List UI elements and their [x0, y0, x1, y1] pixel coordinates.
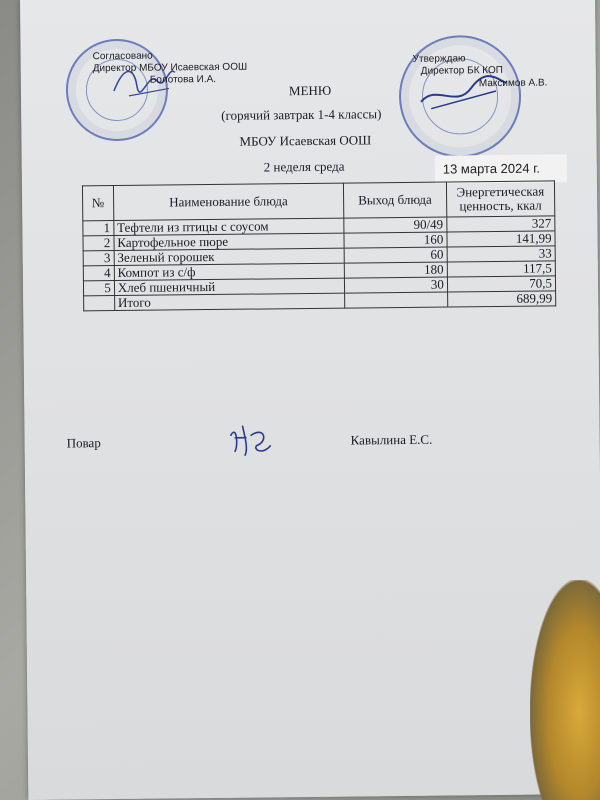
- row-energy: 117,5: [447, 261, 555, 277]
- approval-left-line3: Болотова И.А.: [149, 73, 217, 86]
- row-name: Компот из с/ф: [114, 263, 344, 280]
- row-energy: 141,99: [447, 231, 555, 247]
- row-num: 1: [83, 221, 114, 236]
- row-energy: 327: [447, 216, 555, 232]
- menu-title: МЕНЮ: [288, 82, 332, 99]
- row-name: Картофельное пюре: [114, 233, 344, 250]
- row-energy: 33: [447, 246, 555, 262]
- background-leaf: [530, 580, 600, 800]
- row-output: 30: [344, 277, 447, 293]
- approval-right-line3: Максимов А.В.: [478, 77, 548, 90]
- header-output: Выход блюда: [343, 182, 446, 218]
- row-num: 2: [83, 236, 114, 251]
- row-output: 60: [344, 247, 447, 263]
- approval-right-line2: Директор БК КОП: [420, 64, 504, 77]
- row-num: 4: [83, 266, 114, 281]
- row-output: 160: [344, 232, 447, 248]
- header-name: Наименование блюда: [113, 183, 344, 220]
- date-field: 13 марта 2024 г.: [435, 154, 567, 183]
- total-energy: 689,99: [447, 291, 555, 307]
- total-label: Итого: [114, 293, 344, 310]
- row-name: Хлеб пшеничный: [114, 278, 344, 295]
- table-header-row: [82, 181, 554, 221]
- cook-signature: [224, 415, 274, 460]
- row-output: 90/49: [344, 217, 447, 233]
- row-energy: 70,5: [447, 276, 555, 292]
- row-num: 3: [83, 251, 114, 266]
- total-output-cell: [344, 292, 447, 308]
- menu-subtitle: (горячий завтрак 1-4 классы): [221, 106, 382, 123]
- approval-left-line1: Согласовано: [92, 50, 153, 63]
- cook-name: Кавылина Е.С.: [350, 431, 433, 448]
- total-num-cell: [84, 296, 115, 311]
- header-num: №: [82, 186, 113, 221]
- week-day: 2 неделя среда: [263, 158, 345, 175]
- document-sheet: [20, 0, 600, 800]
- row-name: Зеленый горошек: [114, 248, 344, 265]
- row-name: Тефтели из птицы с соусом: [114, 218, 344, 235]
- cook-role: Повар: [66, 435, 101, 451]
- row-num: 5: [83, 281, 114, 296]
- row-output: 180: [344, 262, 447, 278]
- approval-left-line2: Директор МБОУ Исаевская ООШ: [92, 61, 248, 75]
- school-name: МБОУ Исаевская ООШ: [239, 132, 372, 149]
- header-energy: Энергетическая ценность, ккал: [446, 181, 555, 217]
- approval-right-line1: Утверждаю: [412, 53, 466, 65]
- menu-table: [82, 180, 556, 311]
